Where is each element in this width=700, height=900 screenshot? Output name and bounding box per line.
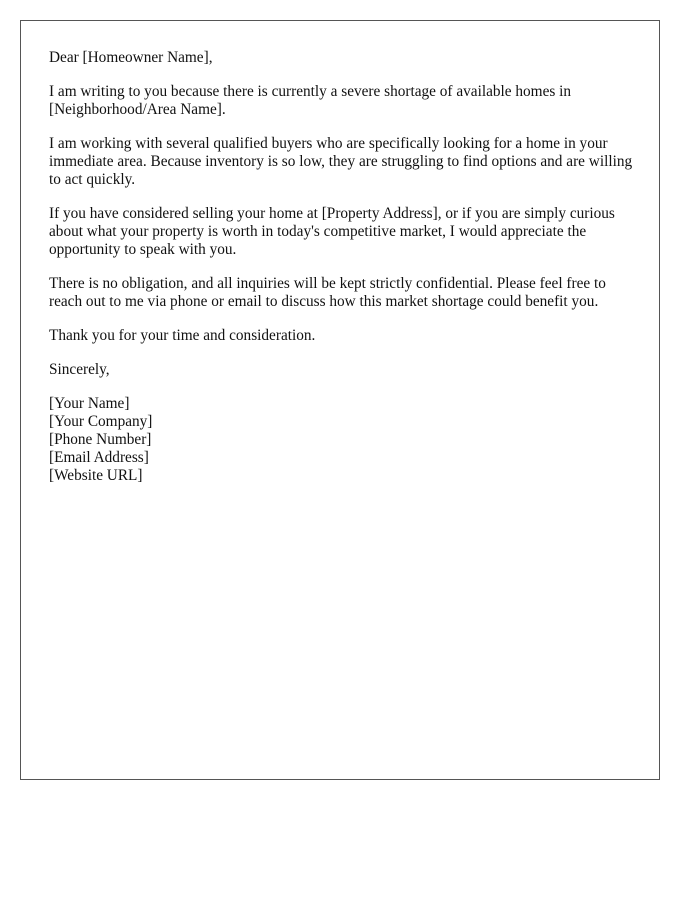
salutation: Dear [Homeowner Name], [49,49,213,66]
paragraph-intro: I am writing to you because there is currently a severe shortage of available homes in [Neighborhood/Area Name]. [49,83,572,118]
signature-phone: [Phone Number] [49,431,152,448]
signature-website: [Website URL] [49,467,143,484]
signature-block [49,395,641,485]
paragraph-confidential: There is no obligation, and all inquiries will be kept strictly confidential. Please feel free to reach out to me via phone or email to discuss how this market shortage could benefit you. [49,275,606,310]
paragraph-buyers: I am working with several qualified buyers who are specifically looking for a home in your immediate area. Because inventory is so low, they are struggling to find options and are willing to act quickly. [49,135,633,188]
paragraph-thanks: Thank you for your time and consideration. [49,327,316,344]
signature-company: [Your Company] [49,413,153,430]
closing: Sincerely, [49,361,110,378]
signature-name: [Your Name] [49,395,130,412]
letter-document [20,20,660,780]
paragraph-offer: If you have considered selling your home at [Property Address], or if you are simply curious about what your property is worth in today's competitive market, I would appreciate the opportunity to speak with you. [49,205,615,258]
letter-body [49,49,641,485]
signature-email: [Email Address] [49,449,149,466]
